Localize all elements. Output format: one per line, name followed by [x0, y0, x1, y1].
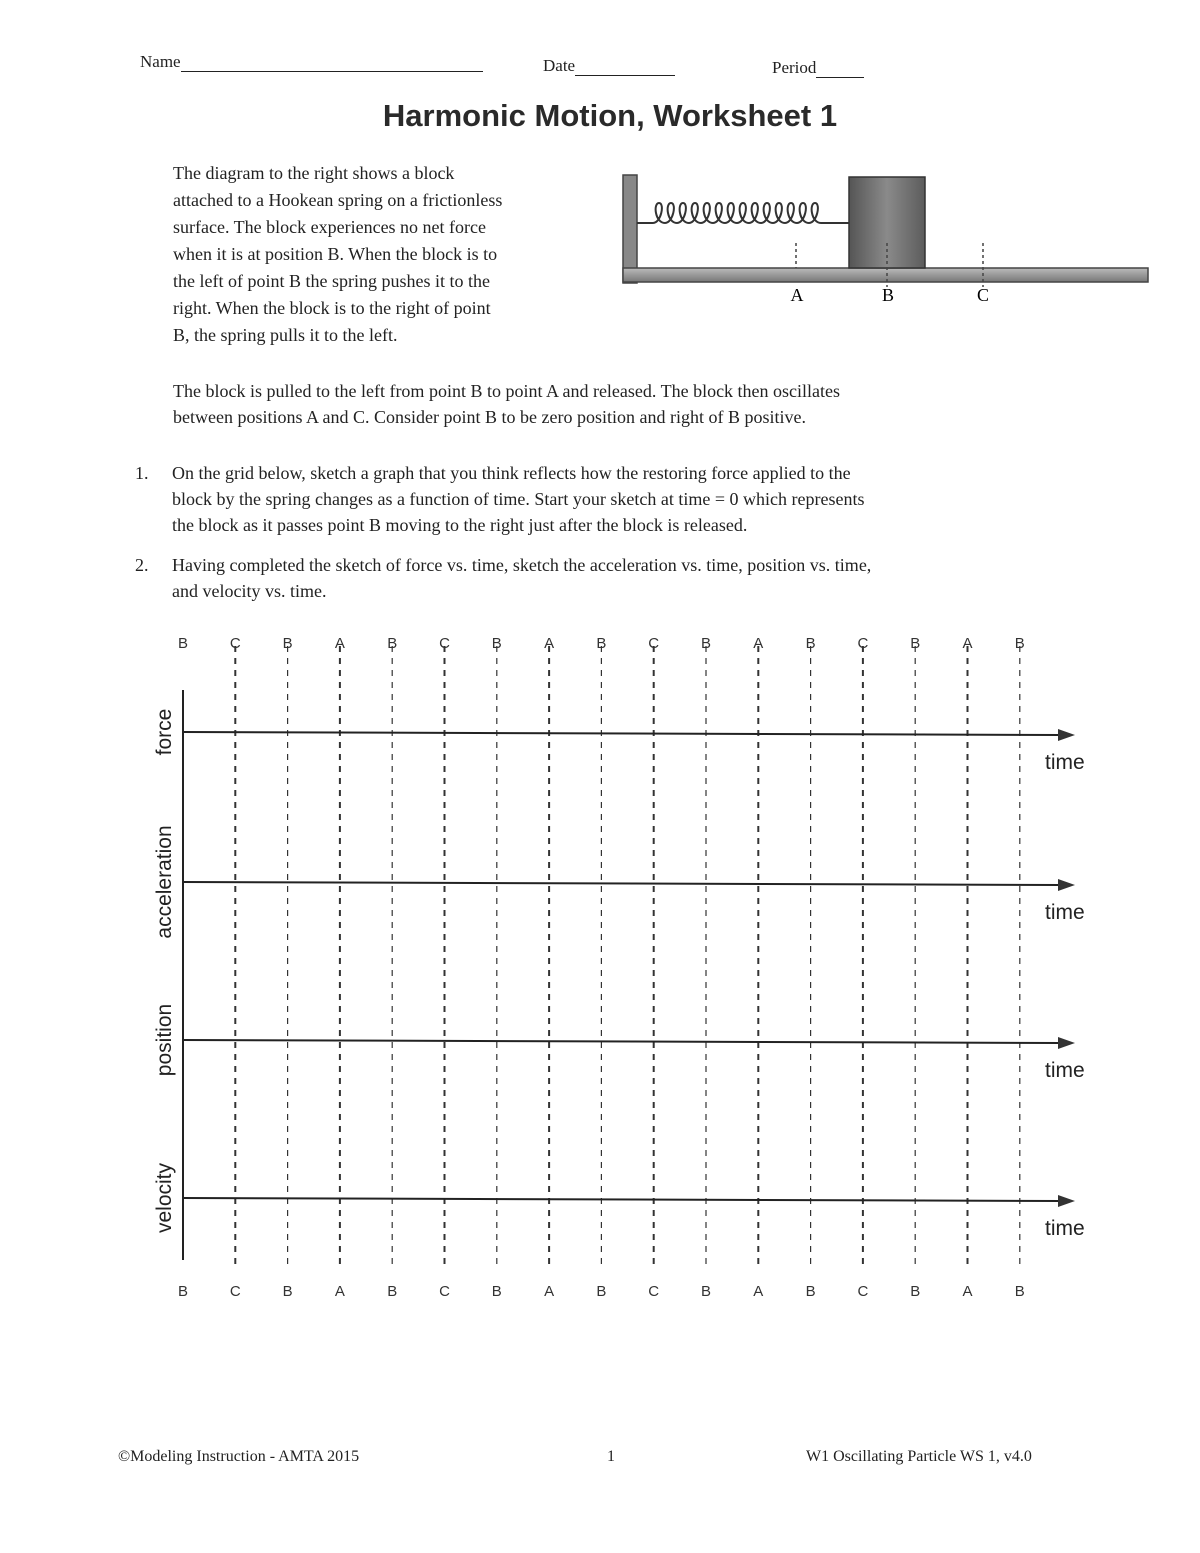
position-label-bottom: B [387, 1283, 398, 1300]
page-title: Harmonic Motion, Worksheet 1 [382, 98, 838, 133]
position-label-top: B [596, 635, 607, 652]
name-label: Name [140, 52, 181, 71]
time-axis [183, 732, 1060, 735]
intro-line: surface. The block experiences no net force [173, 217, 487, 237]
intro-line: right. When the block is to the right of point [173, 298, 491, 318]
position-label-top: A [544, 635, 555, 652]
position-label-top: B [1014, 635, 1025, 652]
date-label: Date [543, 56, 576, 75]
diagram-label-a: A [790, 285, 804, 305]
footer-doc-id: W1 Oscillating Particle WS 1, v4.0 [806, 1448, 1032, 1465]
position-label-bottom: B [700, 1283, 712, 1300]
position-label-top: A [753, 635, 764, 652]
position-label-bottom: B [282, 1283, 293, 1300]
position-label-bottom: B [805, 1283, 816, 1300]
setup-line: between positions A and C. Consider point B to be zero position and right of B positive. [173, 407, 806, 427]
question-line: and velocity vs. time. [172, 581, 327, 601]
motion-graph-grid[interactable] [0, 620, 1200, 1310]
footer-copyright: ©Modeling Instruction - AMTA 2015 [118, 1448, 360, 1465]
position-label-top: B [177, 635, 189, 652]
position-label-top: C [857, 635, 869, 652]
date-blank[interactable] [575, 61, 675, 76]
setup-line: The block is pulled to the left from point B to point A and released. The block then oscillates [173, 381, 841, 401]
position-label-top: C [648, 635, 660, 652]
arrow-icon [1058, 1195, 1075, 1207]
wall [623, 175, 637, 283]
period-blank[interactable] [816, 63, 864, 78]
position-label-bottom: A [962, 1283, 973, 1300]
intro-line: The diagram to the right shows a block [173, 163, 455, 183]
diagram-label-c: C [976, 285, 990, 305]
question-line: On the grid below, sketch a graph that you think reflects how the restoring force applied to the [172, 463, 851, 483]
position-label-bottom: B [177, 1283, 189, 1300]
position-label-top: B [387, 635, 398, 652]
arrow-icon [1058, 729, 1075, 741]
setup-paragraph [173, 378, 1073, 430]
block [849, 177, 925, 268]
position-label-bottom: B [1014, 1283, 1025, 1300]
graph-ylabel: velocity [153, 1162, 176, 1234]
question-line: block by the spring changes as a function of time. Start your sketch at time = 0 which represents [172, 489, 865, 509]
graph-ylabel: position [153, 1003, 176, 1077]
graph-ylabel: force [153, 708, 176, 756]
position-label-top: B [282, 635, 293, 652]
question-1 [135, 460, 1085, 540]
question-number: 2. [135, 555, 149, 575]
time-axis-label: time [1045, 901, 1085, 924]
position-label-bottom: C [439, 1283, 450, 1300]
time-axis [183, 1198, 1060, 1201]
position-label-top: C [229, 635, 241, 652]
position-label-bottom: C [648, 1283, 660, 1300]
position-label-bottom: A [753, 1283, 764, 1300]
position-label-top: A [962, 635, 973, 652]
question-line: Having completed the sketch of force vs. time, sketch the acceleration vs. time, position vs. time, [172, 555, 872, 575]
position-label-bottom: A [544, 1283, 555, 1300]
position-label-top: C [439, 635, 450, 652]
intro-paragraph [173, 160, 613, 349]
time-axis-label: time [1045, 751, 1085, 774]
time-axis-label: time [1045, 1059, 1085, 1082]
period-label: Period [772, 58, 817, 77]
time-axis [183, 1040, 1060, 1043]
position-label-bottom: C [857, 1283, 869, 1300]
diagram-label-b: B [881, 285, 895, 305]
name-field[interactable] [140, 52, 483, 72]
position-label-bottom: B [910, 1283, 921, 1300]
position-label-bottom: C [229, 1283, 241, 1300]
name-blank[interactable] [181, 57, 483, 72]
intro-line: when it is at position B. When the block is to [173, 244, 498, 264]
graph-ylabel: acceleration [153, 825, 176, 939]
position-label-top: B [700, 635, 712, 652]
position-label-top: B [805, 635, 816, 652]
intro-line: the left of point B the spring pushes it to the [173, 271, 490, 291]
arrow-icon [1058, 879, 1075, 891]
question-line: the block as it passes point B moving to the right just after the block is released. [172, 515, 748, 535]
position-label-bottom: B [491, 1283, 502, 1300]
position-label-top: B [910, 635, 921, 652]
position-label-top: B [491, 635, 502, 652]
floor [623, 268, 1148, 282]
question-2 [135, 552, 1085, 606]
arrow-icon [1058, 1037, 1075, 1049]
footer-page-number: 1 [607, 1448, 615, 1465]
period-field[interactable] [772, 58, 864, 78]
position-label-top: A [334, 635, 345, 652]
question-number: 1. [135, 463, 149, 483]
position-label-bottom: B [596, 1283, 607, 1300]
position-label-bottom: A [334, 1283, 345, 1300]
spring [637, 203, 849, 223]
spring-block-diagram [615, 165, 1155, 310]
intro-line: B, the spring pulls it to the left. [173, 325, 398, 345]
time-axis [183, 882, 1060, 885]
intro-line: attached to a Hookean spring on a frictionless [173, 190, 503, 210]
time-axis-label: time [1045, 1217, 1085, 1240]
date-field[interactable] [543, 56, 675, 76]
